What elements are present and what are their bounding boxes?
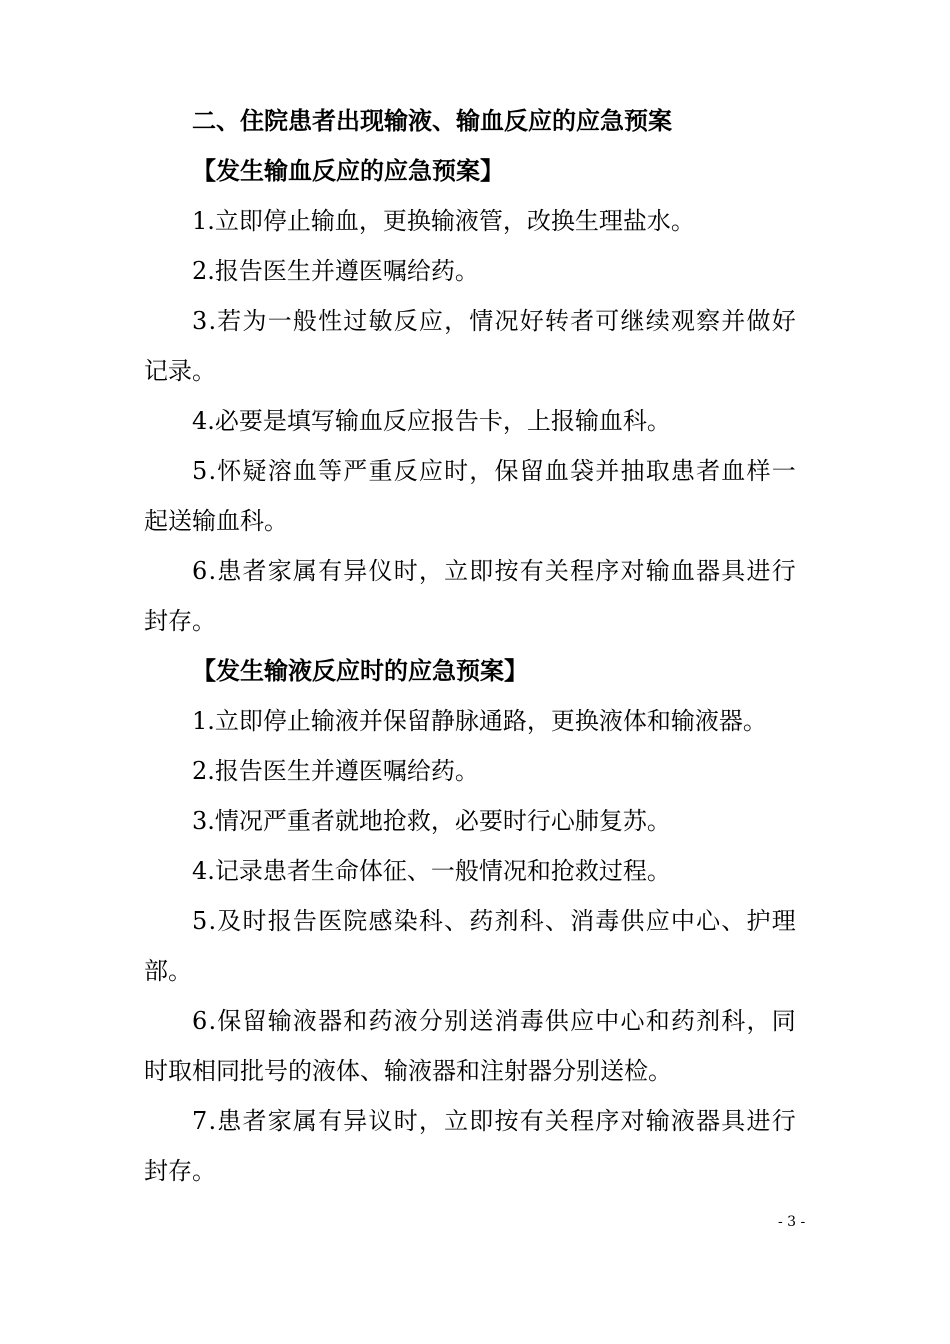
transfusion-item-1 — [144, 196, 799, 246]
item-line-continuation: 起送输血科。 — [144, 507, 288, 535]
item-line-continuation: 记录。 — [144, 357, 216, 385]
item-line: 5.怀疑溶血等严重反应时，保留血袋并抽取患者血样一 — [192, 457, 797, 485]
item-line: 3.若为一般性过敏反应，情况好转者可继续观察并做好 — [192, 307, 797, 335]
item-line: 1.立即停止输液并保留静脉通路，更换液体和输液器。 — [192, 707, 767, 735]
item-line: 1.立即停止输血，更换输液管，改换生理盐水。 — [192, 207, 695, 235]
item-line-continuation: 封存。 — [144, 607, 216, 635]
item-line: 5.及时报告医院感染科、药剂科、消毒供应中心、护理 — [192, 907, 797, 935]
infusion-item-5 — [144, 896, 799, 996]
item-line: 3.情况严重者就地抢救，必要时行心肺复苏。 — [192, 807, 671, 835]
item-line: 6.患者家属有异仪时，立即按有关程序对输血器具进行 — [192, 557, 797, 585]
transfusion-item-5 — [144, 446, 799, 546]
infusion-item-6 — [144, 996, 799, 1096]
transfusion-item-6 — [144, 546, 799, 646]
transfusion-item-3 — [144, 296, 799, 396]
transfusion-item-2 — [144, 246, 799, 296]
infusion-item-2 — [144, 746, 799, 796]
infusion-item-1 — [144, 696, 799, 746]
item-line-continuation: 部。 — [144, 957, 192, 985]
section-title: 二、住院患者出现输液、输血反应的应急预案 — [192, 106, 672, 135]
infusion-item-3 — [144, 796, 799, 846]
transfusion-item-4 — [144, 396, 799, 446]
item-line-continuation: 封存。 — [144, 1157, 216, 1185]
document-body — [144, 96, 799, 1196]
item-line-continuation: 时取相同批号的液体、输液器和注射器分别送检。 — [144, 1057, 672, 1085]
page-number: - 3 - — [778, 1214, 806, 1230]
item-line: 4.必要是填写输血反应报告卡，上报输血科。 — [192, 407, 671, 435]
item-line: 6.保留输液器和药液分别送消毒供应中心和药剂科，同 — [192, 1007, 797, 1035]
item-line: 4.记录患者生命体征、一般情况和抢救过程。 — [192, 857, 671, 885]
item-line: 2.报告医生并遵医嘱给药。 — [192, 757, 479, 785]
item-line: 7.患者家属有异议时，立即按有关程序对输液器具进行 — [192, 1107, 797, 1135]
infusion-item-7 — [144, 1096, 799, 1196]
transfusion-heading: 【发生输血反应的应急预案】 — [192, 156, 504, 185]
infusion-item-4 — [144, 846, 799, 896]
item-line: 2.报告医生并遵医嘱给药。 — [192, 257, 479, 285]
infusion-heading: 【发生输液反应时的应急预案】 — [192, 656, 528, 685]
